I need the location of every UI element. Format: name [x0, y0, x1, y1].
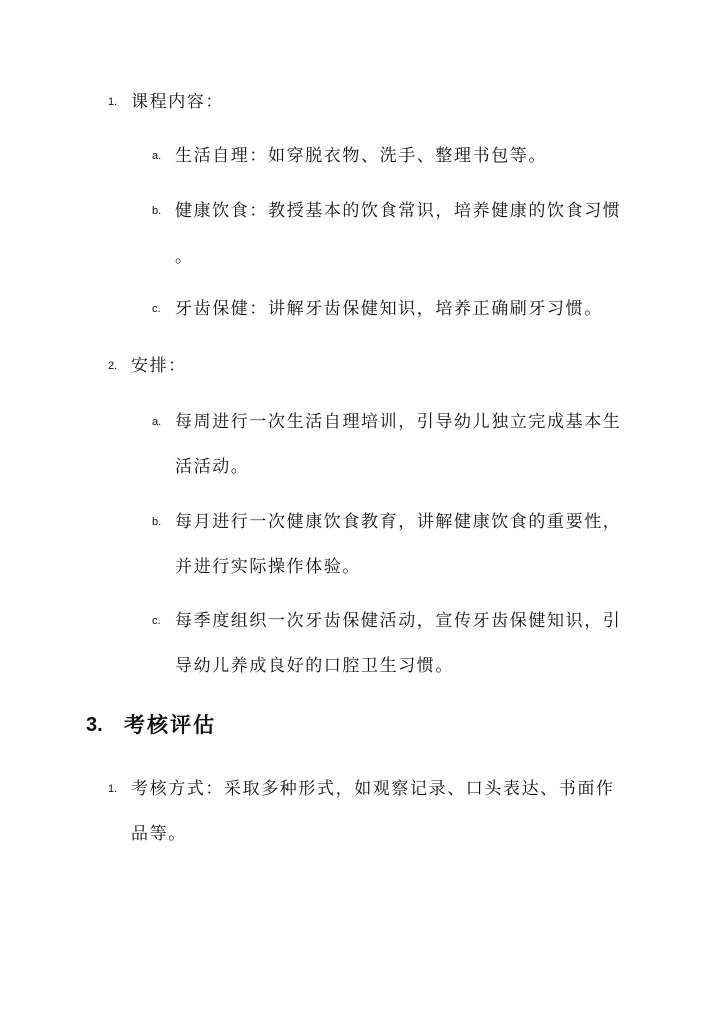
list-item-text-continuation: 活活动。 — [175, 457, 250, 477]
section-title: 课程内容： — [131, 92, 224, 112]
list-item-text-continuation: 导幼儿养成良好的口腔卫生习惯。 — [175, 656, 454, 676]
list-item-text: 生活自理：如穿脱衣物、洗手、整理书包等。 — [175, 146, 547, 166]
list-marker: a. — [152, 150, 162, 162]
heading-number: 3. — [86, 714, 103, 736]
list-marker: c. — [152, 303, 161, 315]
list-item-text-continuation: 。 — [175, 247, 194, 267]
list-number: 2. — [108, 360, 118, 372]
list-item-text: 健康饮食：教授基本的饮食常识，培养健康的饮食习惯 — [175, 201, 622, 221]
list-marker: a. — [152, 416, 162, 428]
list-item-text-continuation: 品等。 — [131, 824, 187, 844]
section-title: 安排： — [131, 356, 187, 376]
list-number: 1. — [108, 96, 118, 108]
heading-title: 考核评估 — [124, 713, 216, 737]
list-item-text: 牙齿保健：讲解牙齿保健知识，培养正确刷牙习惯。 — [175, 299, 603, 319]
list-marker: b. — [152, 516, 162, 528]
list-item-text: 每季度组织一次牙齿保健活动，宣传牙齿保健知识，引 — [175, 611, 622, 631]
list-marker: b. — [152, 205, 162, 217]
list-item-text-continuation: 并进行实际操作体验。 — [175, 557, 361, 577]
list-item-text: 每周进行一次生活自理培训，引导幼儿独立完成基本生 — [175, 412, 622, 432]
list-number: 1. — [108, 783, 118, 795]
list-marker: c. — [152, 615, 161, 627]
list-item-text: 考核方式：采取多种形式，如观察记录、口头表达、书面作 — [131, 779, 615, 799]
list-item-text: 每月进行一次健康饮食教育，讲解健康饮食的重要性， — [175, 512, 622, 532]
